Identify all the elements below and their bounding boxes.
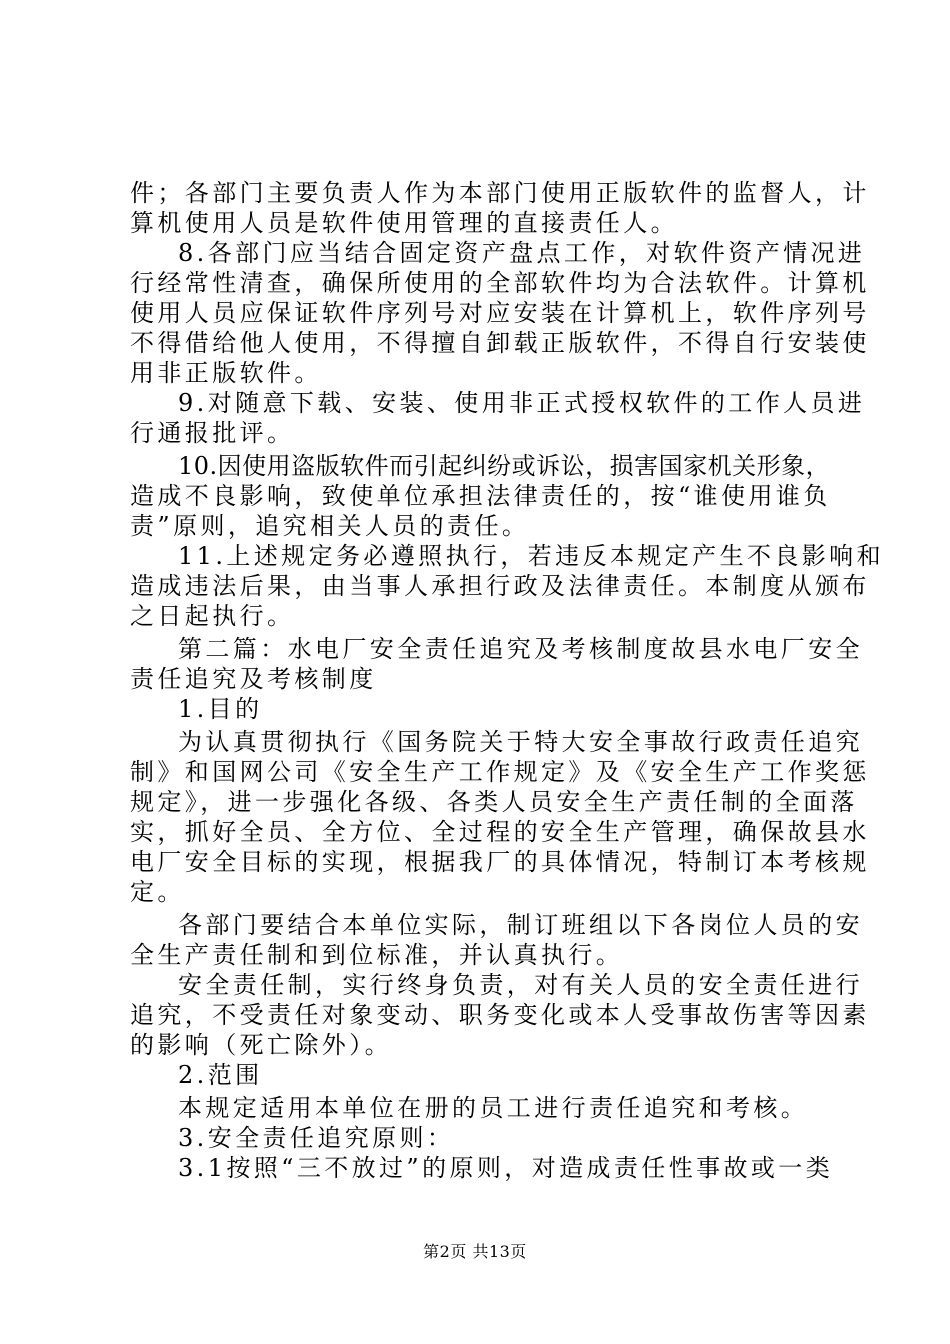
text-line: 本规定适用本单位在册的员工进行责任追究和考核。 xyxy=(178,1094,809,1122)
subsection-heading: 3.安全责任追究原则： xyxy=(178,1124,455,1152)
section-heading: 第二篇：水电厂安全责任追究及考核制度故县水电厂安全 xyxy=(178,635,863,663)
text-line: 3.1按照“三不放过”的原则，对造成责任性事故或一类 xyxy=(178,1154,834,1182)
text-line: 行经常性清查，确保所使用的全部软件均为合法软件。计算机 xyxy=(130,269,870,297)
subsection-heading: 1.目的 xyxy=(178,695,263,723)
text-line: 10.因使用盗版软件而引起纠纷或诉讼，损害国家机关形象， xyxy=(178,452,831,480)
text-line: 责”原则，追究相关人员的责任。 xyxy=(130,512,530,540)
text-line: 不得借给他人使用，不得擅自卸载正版软件，不得自行安装使 xyxy=(130,329,870,357)
text-line: 行通报批评。 xyxy=(130,419,295,447)
text-line: 8.各部门应当结合固定资产盘点工作，对软件资产情况进 xyxy=(178,239,866,267)
text-line: 之日起执行。 xyxy=(130,602,295,630)
text-line: 追究，不受责任对象变动、职务变化或本人受事故伤害等因素 xyxy=(130,1001,870,1029)
page-number-footer: 第2页 共13页 xyxy=(423,1242,527,1261)
text-line: 电厂安全目标的实现，根据我厂的具体情况，特制订本考核规 xyxy=(130,848,870,876)
section-heading: 责任追究及考核制度 xyxy=(130,665,377,693)
text-line: 为认真贯彻执行《国务院关于特大安全事故行政责任追究 xyxy=(178,728,863,756)
text-line: 造成违法后果，由当事人承担行政及法律责任。本制度从颁布 xyxy=(130,572,870,600)
text-line: 件；各部门主要负责人作为本部门使用正版软件的监督人，计 xyxy=(130,179,870,207)
text-line: 各部门要结合本单位实际，制订班组以下各岗位人员的安 xyxy=(178,911,863,939)
text-line: 制》和国网公司《安全生产工作规定》及《安全生产工作奖惩 xyxy=(130,758,870,786)
text-line: 9.对随意下载、安装、使用非正式授权软件的工作人员进 xyxy=(178,389,866,417)
text-line: 定。 xyxy=(130,878,185,906)
text-line: 造成不良影响，致使单位承担法律责任的，按“谁使用谁负 xyxy=(130,482,831,510)
text-line: 全生产责任制和到位标准，并认真执行。 xyxy=(130,941,624,969)
text-line: 11.上述规定务必遵照执行，若违反本规定产生不良影响和 xyxy=(178,542,884,570)
text-line: 安全责任制，实行终身负责，对有关人员的安全责任进行 xyxy=(178,971,863,999)
subsection-heading: 2.范围 xyxy=(178,1061,263,1089)
text-line: 算机使用人员是软件使用管理的直接责任人。 xyxy=(130,209,678,237)
text-line: 的影响（死亡除外）。 xyxy=(130,1031,392,1059)
text-line: 实，抓好全员、全方位、全过程的安全生产管理，确保故县水 xyxy=(130,818,870,846)
text-line: 使用人员应保证软件序列号对应安装在计算机上，软件序列号 xyxy=(130,299,870,327)
text-line: 规定》，进一步强化各级、各类人员安全生产责任制的全面落 xyxy=(130,788,858,816)
text-line: 用非正版软件。 xyxy=(130,359,322,387)
